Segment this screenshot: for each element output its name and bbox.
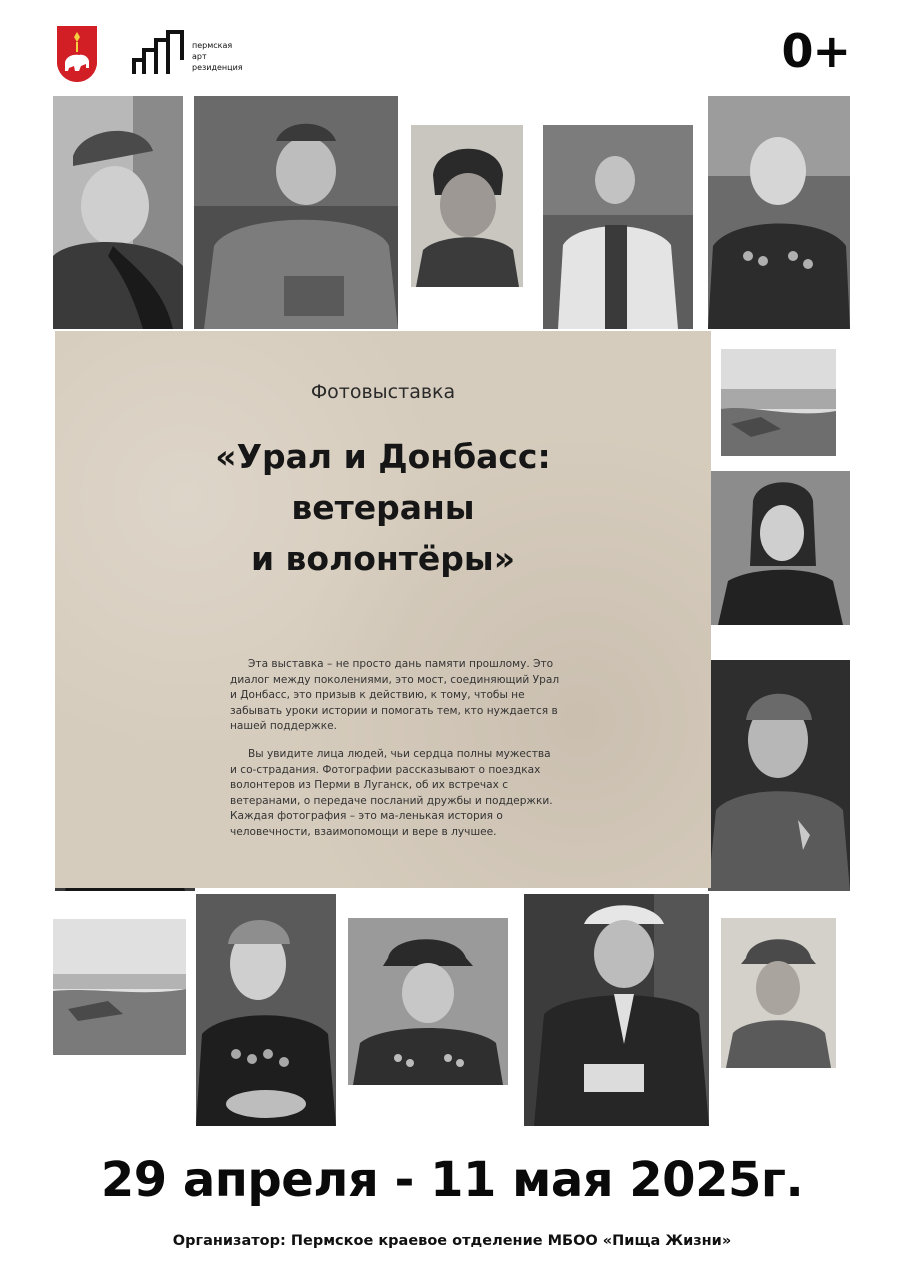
title-line: ветераны [291, 488, 475, 527]
art-text-line: резиденция [192, 63, 243, 72]
exhibition-description [230, 657, 560, 853]
photo-elderly-man-reading [524, 894, 709, 1126]
exhibition-dates: 29 апреля - 11 мая 2025г. [100, 1152, 804, 1208]
photo-soldier-archival [721, 918, 836, 1068]
description-paragraph: Эта выставка – не просто дань памяти прошлому. Это диалог между поколениями, это мост, соединяющий Урал и Донбасс, это призыв к действию, к тому, чтобы не забывать уроки истории и помогать тем, кто нуждается в нашей поддержке. [230, 658, 560, 733]
organizer-line: Организатор: Пермское краевое отделение МБОО «Пища Жизни» [172, 1233, 732, 1249]
age-rating: 0+ [781, 24, 850, 78]
description-paragraph: Вы увидите лица людей, чьи сердца полны мужества и со-страдания. Фотографии рассказывают о поездках волонтеров из Перми в Луганск, об их встречах с ветеранами, о передаче посланий дружбы и поддержки. Каждая фотография – это ма-ленькая история о человечности, взаимопомощи и вере в лучшее. [230, 747, 553, 838]
perm-krai-coat-of-arms-icon [57, 26, 97, 82]
photo-elderly-woman-medals-2 [196, 894, 336, 1126]
photo-veteran-in-cap [348, 918, 508, 1085]
title-line: и волонтёры» [250, 539, 516, 578]
exhibition-info-panel [55, 331, 711, 888]
photo-volunteer-in-vest [543, 125, 693, 329]
photo-landscape-ruins [721, 349, 836, 456]
photo-woman-in-pilotka [53, 96, 183, 329]
photo-elderly-woman-portrait [708, 660, 850, 891]
title-line: «Урал и Донбасс: [215, 437, 551, 476]
photo-landscape-field [53, 919, 186, 1055]
photo-young-woman-archival [411, 125, 523, 287]
art-residency-text [192, 40, 243, 73]
photo-elderly-woman-with-medals [708, 96, 850, 329]
art-text-line: арт [192, 52, 207, 61]
perm-art-residency-logo [132, 30, 184, 76]
photo-man-in-military-uniform [194, 96, 398, 329]
photo-young-woman-volunteer [708, 471, 850, 625]
art-text-line: пермская [192, 41, 233, 50]
exhibition-subtitle: Фотовыставка [310, 381, 456, 403]
exhibition-title [55, 431, 711, 584]
